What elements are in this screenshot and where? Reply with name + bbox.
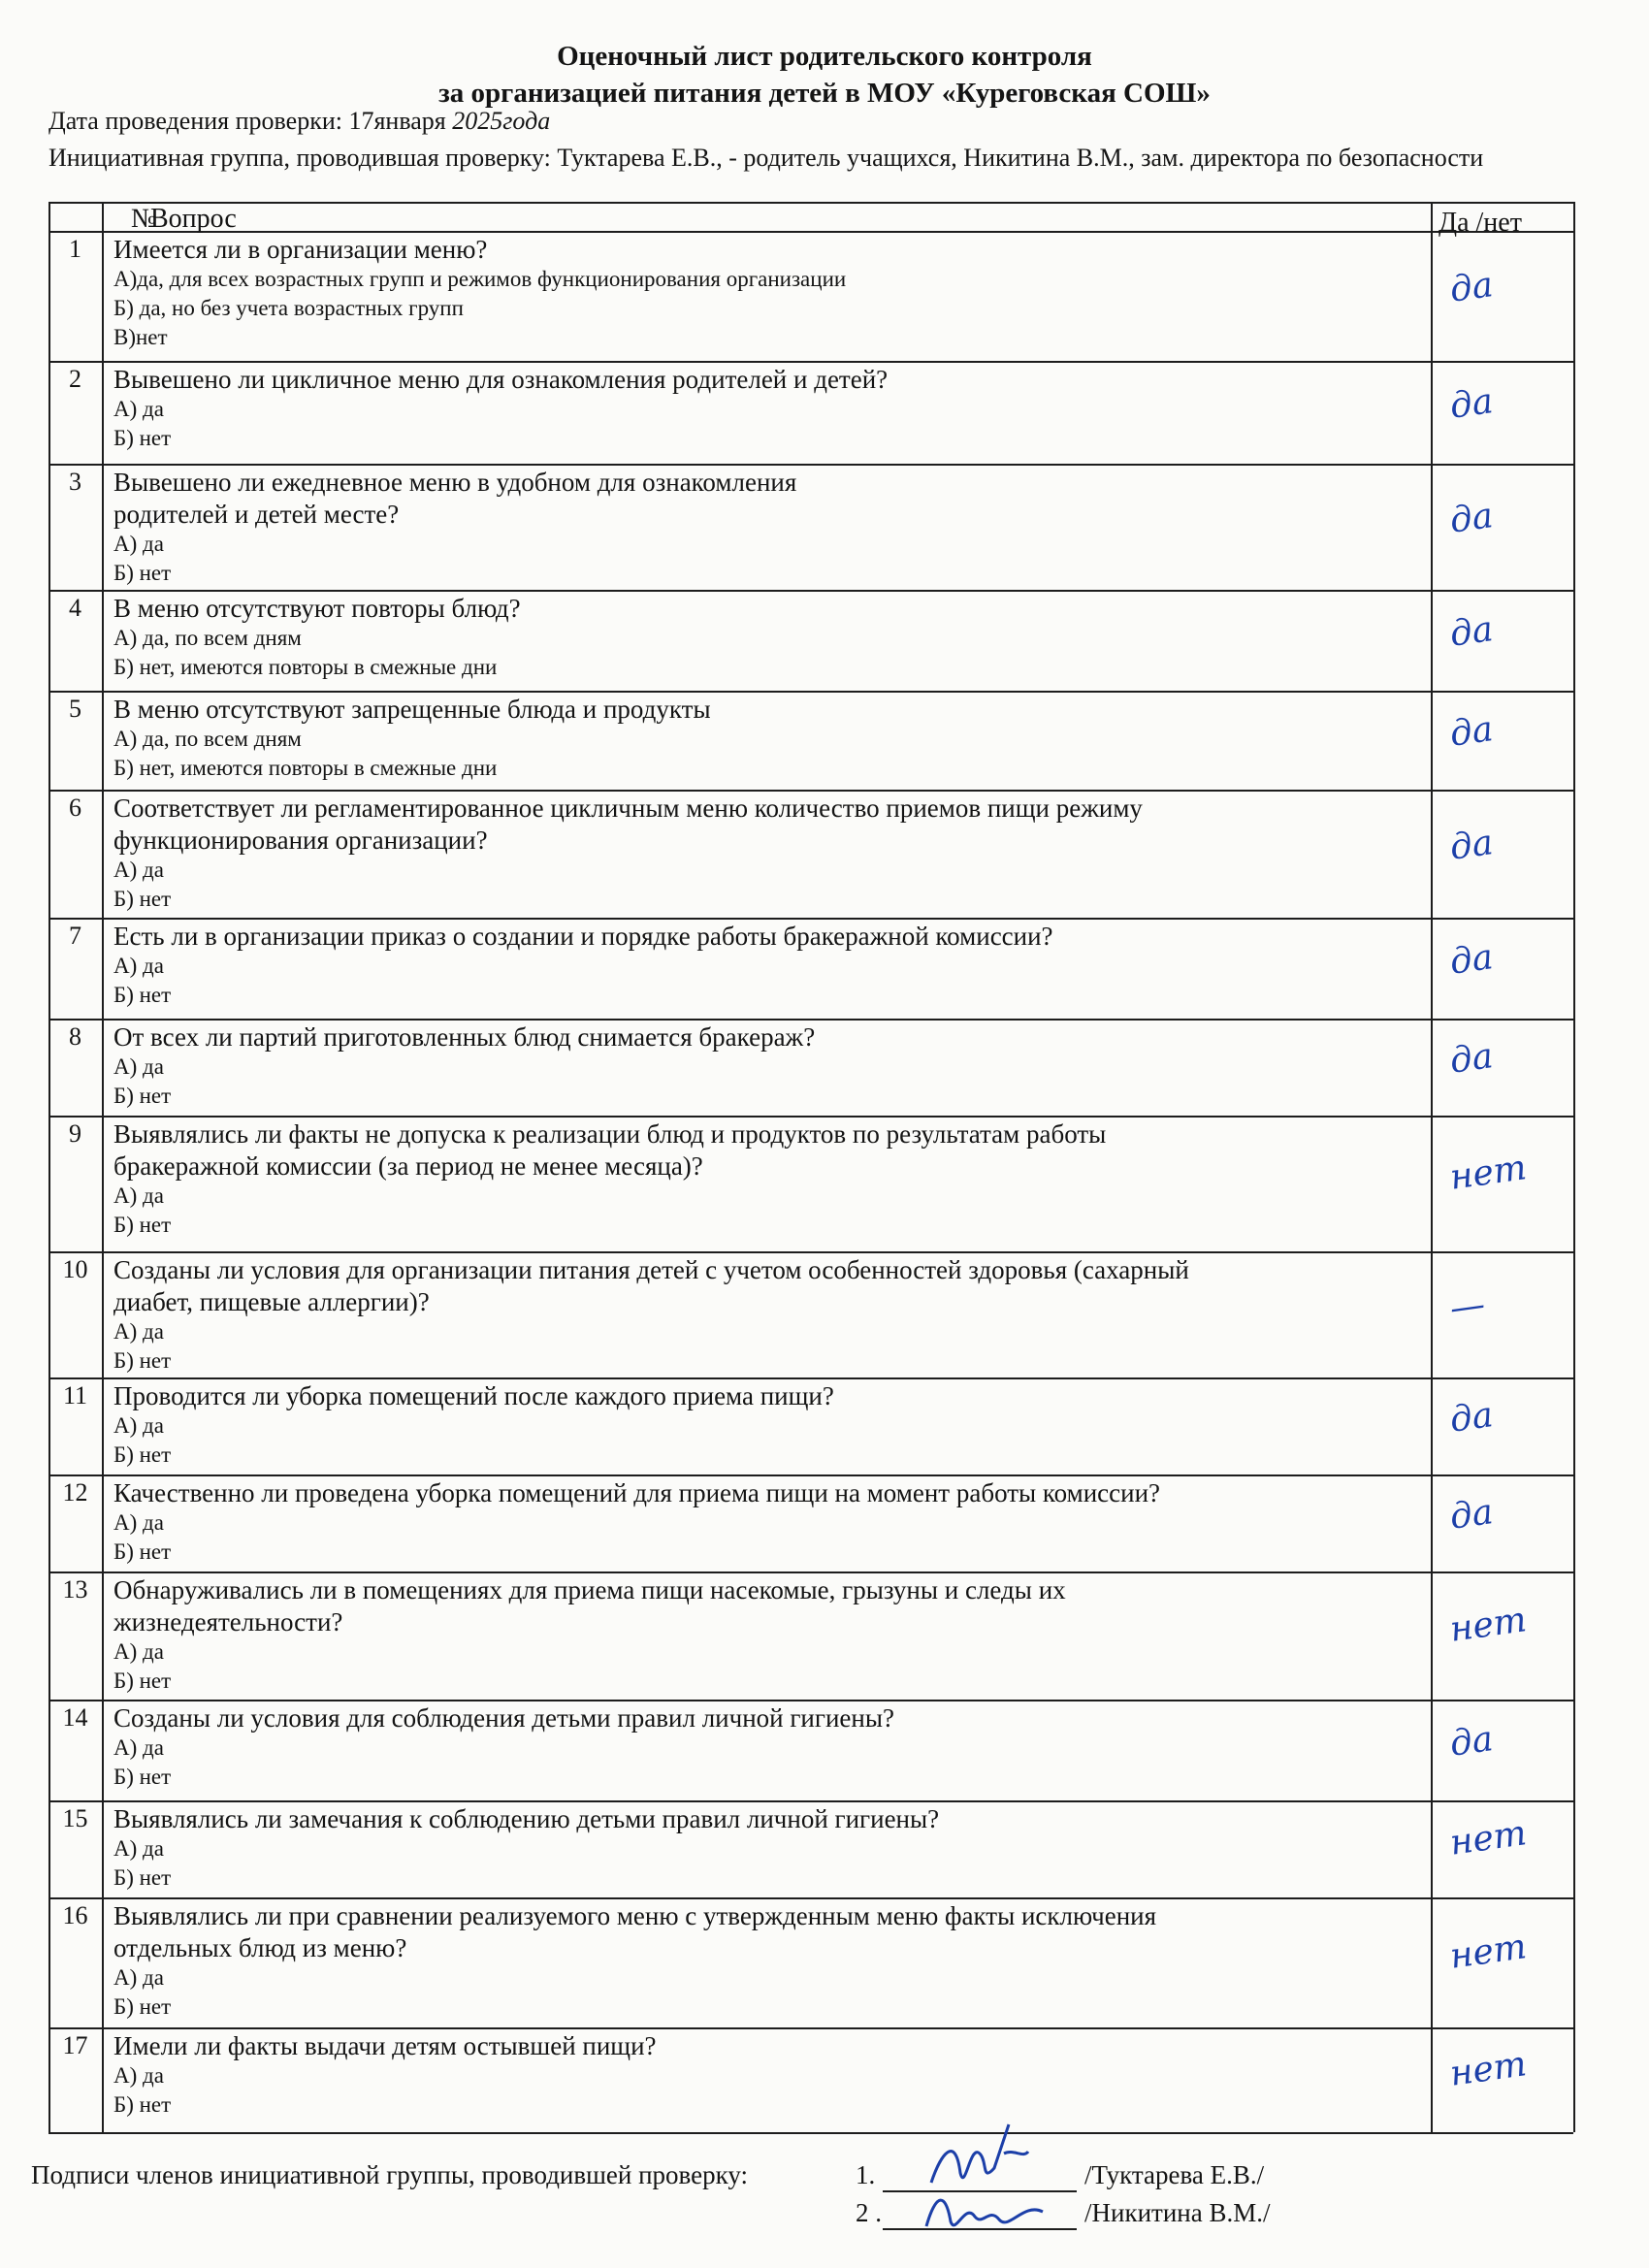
document-title: Оценочный лист родительского контроля <box>557 41 1092 72</box>
handwritten-answer: да <box>1447 265 1496 310</box>
handwritten-answer: — <box>1447 1284 1488 1329</box>
inspection-date-label: Дата проведения проверки: 17января <box>48 107 446 135</box>
row-number: 4 <box>69 594 81 622</box>
question-text: В меню отсутствуют запрещенные блюда и продукты <box>113 695 711 724</box>
answer-option: Б) нет <box>113 1348 172 1373</box>
question-text: Проводится ли уборка помещений после каждого приема пищи? <box>113 1381 834 1410</box>
row-divider <box>48 1377 1573 1379</box>
handwritten-answer: да <box>1447 1719 1496 1765</box>
column-divider <box>1573 202 1575 2132</box>
answer-option: А) да <box>113 2063 164 2088</box>
row-number: 3 <box>69 468 81 496</box>
handwritten-answer: да <box>1447 1036 1496 1082</box>
signatures-label: Подписи членов инициативной группы, проводившей проверку: <box>31 2160 749 2189</box>
handwritten-answer: да <box>1447 609 1496 655</box>
row-divider <box>48 1700 1573 1701</box>
row-number: 12 <box>62 1478 88 1507</box>
answer-option: Б) нет <box>113 1994 172 2019</box>
handwritten-answer: нет <box>1447 1927 1530 1977</box>
signature-name-2: /Никитина В.М./ <box>1084 2198 1271 2227</box>
initiative-group: Инициативная группа, проводившая проверку: Туктарева Е.В., - родитель учащихся, Никитина В.М., зам. директора по безопасности <box>48 144 1484 172</box>
question-text: Качественно ли проведена уборка помещений для приема пищи на момент работы комиссии? <box>113 1478 1161 1507</box>
question-text: В меню отсутствуют повторы блюд? <box>113 594 521 623</box>
question-text: Вывешено ли ежедневное меню в удобном для ознакомления <box>113 468 797 497</box>
answer-option: Б) нет <box>113 1084 172 1108</box>
answer-option: Б) нет <box>113 426 172 450</box>
answer-option: А) да <box>113 858 164 882</box>
answer-option: Б) нет, имеются повторы в смежные дни <box>113 756 498 780</box>
row-divider <box>48 2132 1573 2134</box>
question-text: Соответствует ли регламентированное цикличным меню количество приемов пищи режиму <box>113 794 1143 823</box>
answer-option: Б) нет <box>113 1442 172 1467</box>
header-answer: Да /нет <box>1439 208 1522 238</box>
answer-option: А)да, для всех возрастных групп и режимов функционирования организации <box>113 267 847 291</box>
row-divider <box>48 790 1573 792</box>
row-divider <box>48 1474 1573 1476</box>
row-number: 6 <box>69 794 81 822</box>
question-text: Выявлялись ли факты не допуска к реализации блюд и продуктов по результатам работы <box>113 1119 1107 1149</box>
question-text: жизнедеятельности? <box>113 1607 343 1636</box>
answer-option: А) да <box>113 954 164 978</box>
answer-option: Б) нет <box>113 1765 172 1789</box>
answer-option: А) да <box>113 1510 164 1535</box>
document-subtitle: за организацией питания детей в МОУ «Куреговская СОШ» <box>438 78 1211 109</box>
signature-name-1: /Туктарева Е.В./ <box>1084 2160 1265 2189</box>
question-text: Выявлялись ли при сравнении реализуемого меню с утвержденным меню факты исключения <box>113 1901 1157 1930</box>
header-number: № <box>131 204 157 234</box>
row-number: 11 <box>62 1381 88 1409</box>
question-text: Созданы ли условия для соблюдения детьми правил личной гигиены? <box>113 1703 894 1733</box>
table-border-top <box>48 202 1573 204</box>
signature-nikitina <box>917 2183 1052 2241</box>
handwritten-answer: да <box>1447 496 1496 541</box>
question-text: функционирования организации? <box>113 826 488 855</box>
answer-option: Б) нет <box>113 887 172 911</box>
row-divider <box>48 1251 1573 1253</box>
row-number: 14 <box>62 1703 88 1732</box>
row-divider <box>48 1116 1573 1118</box>
row-number: 5 <box>69 695 81 723</box>
inspection-date <box>48 107 550 136</box>
row-divider <box>48 1571 1573 1573</box>
answer-option: А) да, по всем дням <box>113 727 302 751</box>
row-divider <box>48 231 1573 233</box>
question-text: От всех ли партий приготовленных блюд снимается бракераж? <box>113 1022 816 1052</box>
handwritten-answer: да <box>1447 823 1496 868</box>
question-text: бракеражной комиссии (за период не менее месяца)? <box>113 1151 703 1181</box>
question-text: Вывешено ли цикличное меню для ознакомления родителей и детей? <box>113 365 889 394</box>
answer-option: Б) нет <box>113 1669 172 1693</box>
header-question: Вопрос <box>150 204 237 234</box>
row-number: 9 <box>69 1119 81 1148</box>
handwritten-answer: нет <box>1447 1813 1530 1863</box>
column-divider <box>102 202 104 2132</box>
row-number: 17 <box>62 2031 88 2059</box>
answer-option: А) да <box>113 397 164 421</box>
column-divider <box>1431 202 1433 2132</box>
handwritten-answer: нет <box>1447 1600 1530 1650</box>
answer-option: А) да <box>113 532 164 556</box>
answer-option: Б) нет <box>113 561 172 585</box>
answer-option: А) да <box>113 1836 164 1861</box>
row-divider <box>48 918 1573 920</box>
row-number: 16 <box>62 1901 88 1929</box>
answer-option: Б) да, но без учета возрастных групп <box>113 296 464 320</box>
question-text: отдельных блюд из меню? <box>113 1933 407 1962</box>
signature-number-1: 1. <box>856 2160 876 2189</box>
answer-option: А) да <box>113 1183 164 1208</box>
row-divider <box>48 691 1573 693</box>
inspection-date-year: 2025года <box>452 107 551 135</box>
row-divider <box>48 464 1573 466</box>
answer-option: А) да <box>113 1965 164 1990</box>
answer-option: А) да <box>113 1413 164 1438</box>
signature-number-2: 2 . <box>856 2198 882 2227</box>
question-text: Имели ли факты выдачи детям остывшей пищи? <box>113 2031 657 2060</box>
row-number: 13 <box>62 1575 88 1604</box>
answer-option: А) да <box>113 1319 164 1344</box>
row-divider <box>48 1800 1573 1802</box>
row-number: 7 <box>69 922 81 950</box>
handwritten-answer: нет <box>1447 2044 1530 2094</box>
question-text: родителей и детей месте? <box>113 500 400 529</box>
handwritten-answer: да <box>1447 937 1496 983</box>
answer-option: А) да <box>113 1054 164 1079</box>
row-number: 10 <box>62 1255 88 1283</box>
row-number: 15 <box>62 1804 88 1832</box>
row-number: 8 <box>69 1022 81 1051</box>
row-divider <box>48 2027 1573 2029</box>
question-text: Созданы ли условия для организации питания детей с учетом особенностей здоровья (сахарный <box>113 1255 1189 1284</box>
question-text: диабет, пищевые аллергии)? <box>113 1287 430 1316</box>
row-divider <box>48 1019 1573 1021</box>
answer-option: А) да <box>113 1639 164 1664</box>
answer-option: А) да, по всем дням <box>113 626 302 650</box>
row-divider <box>48 361 1573 363</box>
question-text: Имеется ли в организации меню? <box>113 235 488 264</box>
question-text: Есть ли в организации приказ о создании и порядке работы бракеражной комиссии? <box>113 922 1053 951</box>
answer-option: В)нет <box>113 325 168 349</box>
handwritten-answer: да <box>1447 709 1496 755</box>
row-divider <box>48 1897 1573 1899</box>
answer-option: А) да <box>113 1735 164 1760</box>
answer-option: Б) нет <box>113 1865 172 1890</box>
answer-option: Б) нет, имеются повторы в смежные дни <box>113 655 498 679</box>
answer-option: Б) нет <box>113 983 172 1007</box>
question-text: Выявлялись ли замечания к соблюдению детьми правил личной гигиены? <box>113 1804 940 1833</box>
answer-option: Б) нет <box>113 1539 172 1564</box>
row-divider <box>48 590 1573 592</box>
handwritten-answer: да <box>1447 1395 1496 1441</box>
handwritten-answer: да <box>1447 1492 1496 1538</box>
row-number: 1 <box>69 235 81 263</box>
answer-option: Б) нет <box>113 1213 172 1237</box>
row-number: 2 <box>69 365 81 393</box>
question-text: Обнаруживались ли в помещениях для приема пищи насекомые, грызуны и следы их <box>113 1575 1066 1604</box>
answer-option: Б) нет <box>113 2092 172 2117</box>
handwritten-answer: нет <box>1447 1148 1530 1198</box>
handwritten-answer: да <box>1447 381 1496 427</box>
